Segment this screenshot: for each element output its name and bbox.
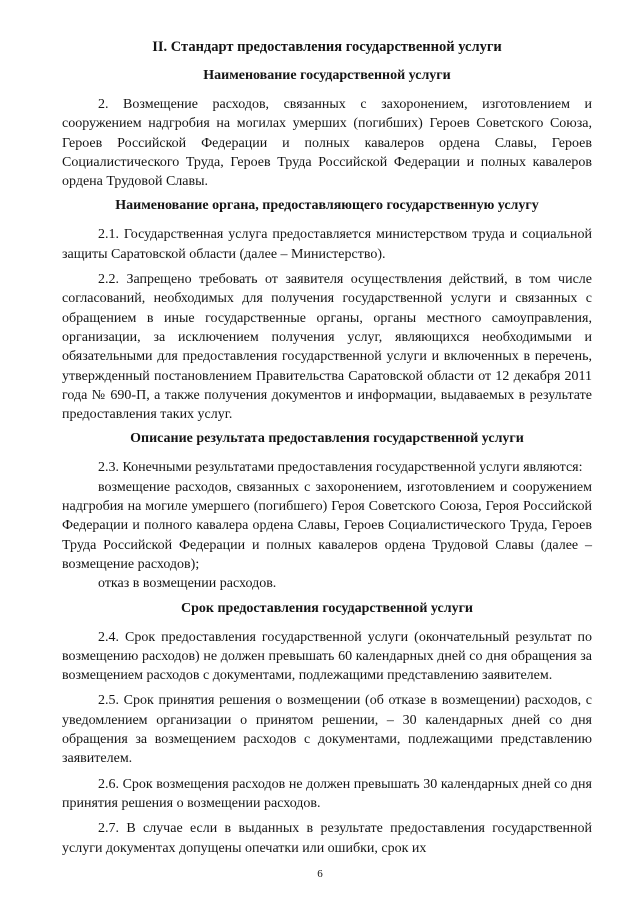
- document-body: [62, 38, 592, 864]
- paragraph-2: 2. Возмещение расходов, связанных с захоронением, изготовлением и сооружением надгробия на могилах умерших (погибших) Героев Советского Союза, Героев Российской Федерации и полных кавалеров ордена Славы, Героев Социалистического Труда, Героев Труда Российской Федерации и полных кавалеров ордена Трудовой Славы.: [62, 97, 592, 190]
- heading-result-description: Описание результата предоставления государственной услуги: [130, 431, 524, 447]
- paragraph-2-3-item-refusal: отказ в возмещении расходов.: [98, 576, 277, 592]
- heading-service-term: Срок предоставления государственной услуги: [181, 600, 473, 616]
- section-title: II. Стандарт предоставления государственной услуги: [152, 39, 502, 55]
- paragraph-2-2: 2.2. Запрещено требовать от заявителя осуществления действий, в том числе согласований, необходимых для получения государственной услуги и связанных с обращением в иные государственные органы, органы местного самоуправления, организации, за исключением получения услуг, являющихся необходимыми и обязательными для предоставления государственной услуги и включенных в перечень, утвержденный постановлением Правительства Саратовской области от 12 декабря 2011 года № 690-П, а также получения документов и информации, выдаваемых в результате предоставления таких услуг.: [62, 272, 592, 423]
- heading-service-name: Наименование государственной услуги: [203, 68, 451, 83]
- paragraph-2-7: 2.7. В случае если в выданных в результате предоставления государственной услуги документах допущены опечатки или ошибки, срок их: [62, 821, 592, 856]
- heading-providing-body: Наименование органа, предоставляющего государственную услугу: [115, 198, 539, 214]
- paragraph-2-4: 2.4. Срок предоставления государственной услуги (окончательный результат по возмещению расходов) не должен превышать 60 календарных дней со дня обращения за возмещением расходов с документами, подлежащими представлению заявителем.: [62, 629, 592, 684]
- paragraph-2-3: 2.3. Конечными результатами предоставления государственной услуги являются:: [98, 460, 583, 476]
- paragraph-2-6: 2.6. Срок возмещения расходов не должен превышать 30 календарных дней со дня принятия решения о возмещении расходов.: [62, 776, 592, 811]
- paragraph-2-5: 2.5. Срок принятия решения о возмещении (об отказе в возмещении) расходов, с уведомлением организации о принятом решении, – 30 календарных дней со дня обращения за возмещением расходов с документами, подлежащими представлению заявителем.: [62, 693, 592, 767]
- paragraph-2-3-item-reimbursement: возмещение расходов, связанных с захоронением, изготовлением и сооружением надгробия на могиле умершего (погибшего) Героя Советского Союза, Героя Российской Федерации и полного кавалера ордена Славы, Героев Социалистического Труда, Героев Труда Российской Федерации и полных кавалеров ордена Трудовой Славы (далее – возмещение расходов);: [62, 479, 592, 572]
- paragraph-2-1: 2.1. Государственная услуга предоставляется министерством труда и социальной защиты Саратовской области (далее – Министерство).: [62, 227, 592, 262]
- page-number: 6: [317, 868, 323, 880]
